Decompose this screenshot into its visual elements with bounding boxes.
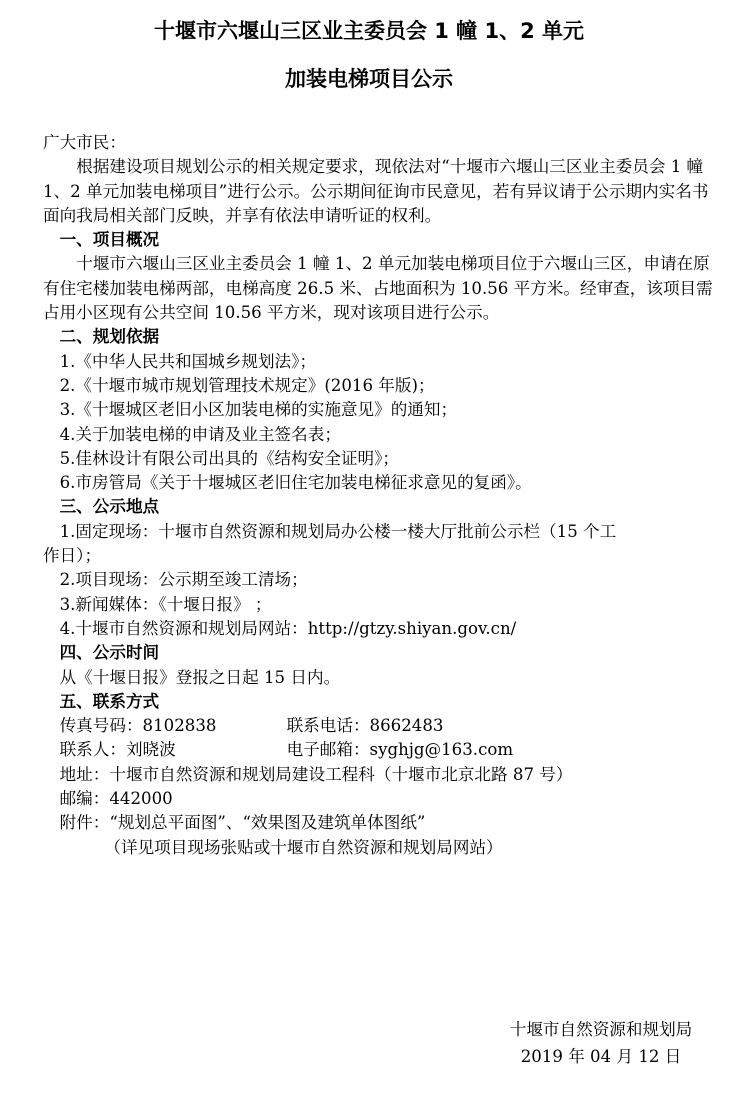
basis-item-6: 6.市房管局《关于十堰城区老旧住宅加装电梯征求意见的复函》。: [59, 473, 532, 493]
postcode: 邮编：442000: [59, 789, 173, 809]
basis-item-2: 2.《十堰市城市规划管理技术规定》(2016 年版)；: [59, 375, 435, 395]
contact-person: 联系人：刘晓波: [59, 740, 176, 760]
phone-number: 联系电话：8662483: [286, 716, 444, 736]
salutation: 广大市民：: [43, 133, 126, 152]
attachment: 附件：“规划总平面图”、“效果图及建筑单体图纸”: [59, 813, 426, 833]
intro-paragraph: 根据建设项目规划公示的相关规定要求，现依法对“十堰市六堰山三区业主委员会 1 幢 1、2 单元加装电梯项目”进行公示。公示期间征询市民意见，若有异议请于公示期内实名书面向我局相关部门反映，并享有依法申请听证的权利。: [43, 157, 709, 225]
document-title-line2: 加装电梯项目公示: [285, 67, 453, 91]
section-heading-location: 三、公示地点: [59, 497, 160, 517]
fax-number: 传真号码：8102838: [59, 716, 217, 736]
contact-row-2: [43, 738, 723, 762]
period-text: 从《十堰日报》登报之日起 15 日内。: [59, 667, 341, 687]
basis-item-3: 3.《十堰城区老旧小区加装电梯的实施意见》的通知；: [59, 400, 458, 420]
basis-item-1: 1.《中华人民共和国城乡规划法》；: [59, 351, 317, 371]
basis-item-4: 4.关于加装电梯的申请及业主签名表；: [59, 424, 341, 444]
document-title-line1: 十堰市六堰山三区业主委员会 1 幢 1、2 单元: [153, 19, 585, 43]
contact-row-1: [43, 714, 723, 738]
section-heading-contact: 五、联系方式: [59, 691, 160, 711]
basis-item-5: 5.佳林设计有限公司出具的《结构安全证明》；: [59, 448, 399, 468]
location-item-1-cont: 作日）；: [43, 546, 102, 566]
location-item-4: 4.十堰市自然资源和规划局网站：http://gtzy.shiyan.gov.cn/: [59, 618, 517, 638]
attachment-note: （详见项目现场张贴或十堰市自然资源和规划局网站）: [104, 837, 503, 857]
section-heading-basis: 二、规划依据: [59, 327, 160, 347]
section-heading-overview: 一、项目概况: [59, 230, 160, 250]
signature-date: 2019 年 04 月 12 日: [520, 1047, 682, 1066]
section-heading-period: 四、公示时间: [59, 643, 160, 663]
email-address: 电子邮箱：syghjg@163.com: [286, 740, 514, 760]
address: 地址：十堰市自然资源和规划局建设工程科（十堰市北京北路 87 号）: [59, 764, 573, 784]
location-item-3: 3.新闻媒体：《十堰日报》 ；: [59, 594, 272, 614]
overview-paragraph: 十堰市六堰山三区业主委员会 1 幢 1、2 单元加装电梯项目位于六堰山三区，申请在原有住宅楼加装电梯两部，电梯高度 26.5 米、占地面积为 10.56 平方米。经审查，该项目需占用小区现有公共空间 10.56 平方米，现对该项目进行公示。: [43, 254, 713, 323]
location-item-1: 1.固定现场：十堰市自然资源和规划局办公楼一楼大厅批前公示栏（15 个工: [59, 521, 617, 541]
location-item-2: 2.项目现场：公示期至竣工清场；: [59, 570, 308, 590]
document-body: [43, 131, 723, 860]
signature-org: 十堰市自然资源和规划局: [509, 1020, 693, 1039]
